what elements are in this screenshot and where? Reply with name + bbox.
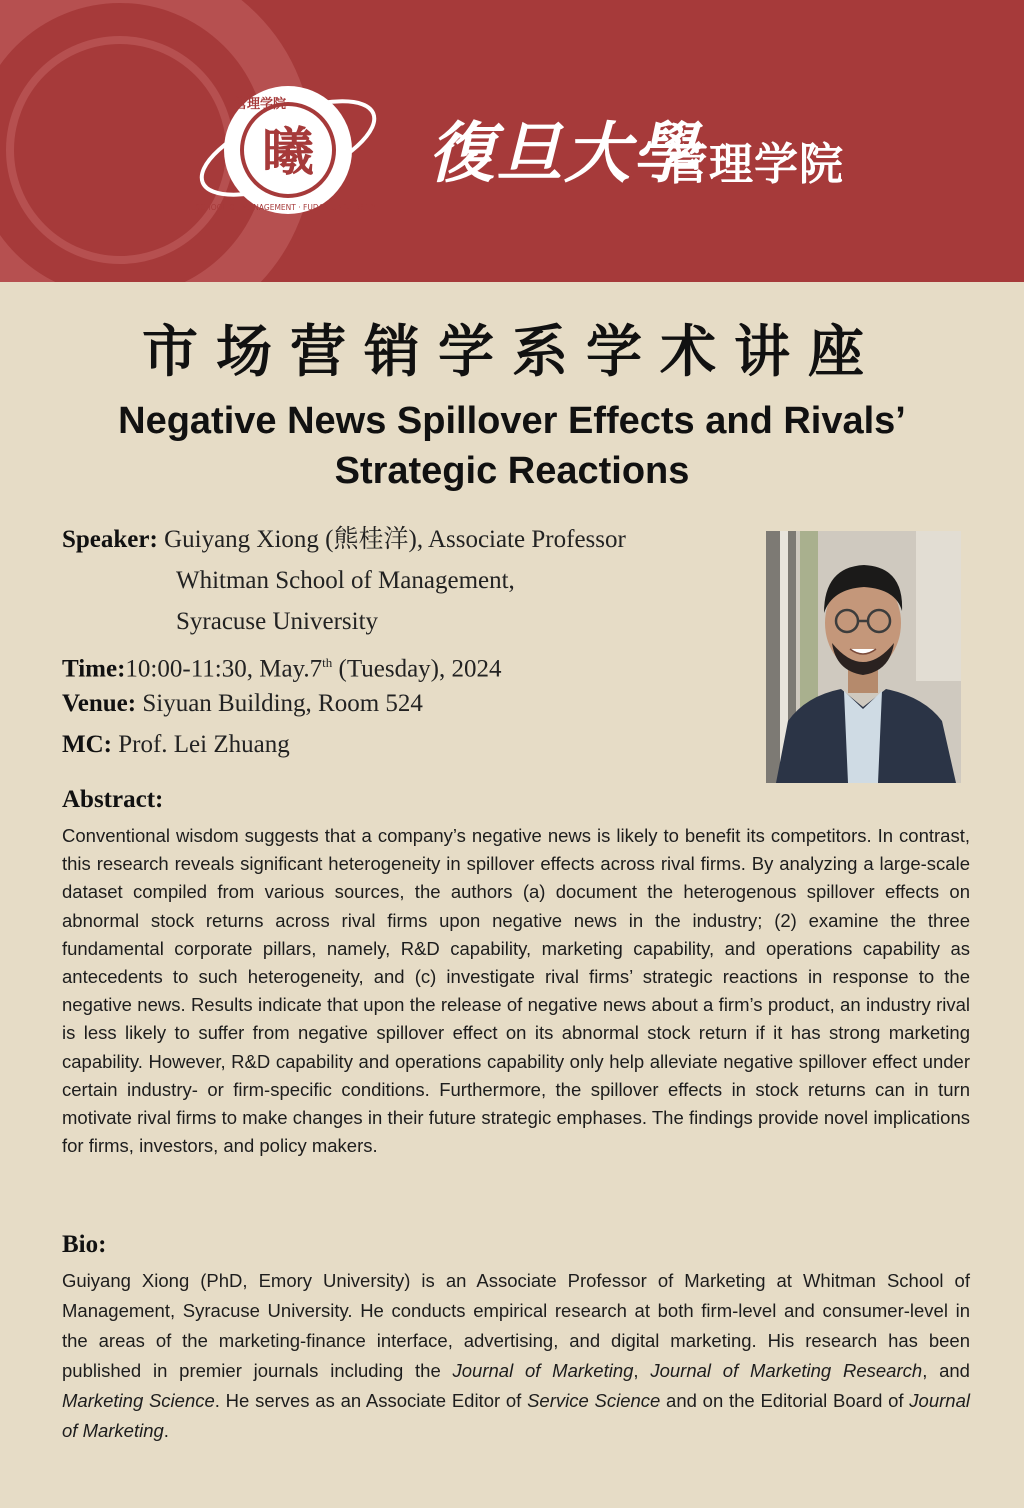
venue-row	[62, 686, 626, 727]
venue-label: Venue:	[62, 690, 137, 717]
journal-name: Service Science	[527, 1390, 661, 1411]
speaker-photo	[766, 531, 961, 783]
bio-text-part: , and	[922, 1360, 970, 1381]
seal-cn-text: 管理学院	[233, 97, 287, 112]
mc-label: MC:	[62, 731, 112, 758]
mc-value: Prof. Lei Zhuang	[118, 731, 290, 758]
bio-text-part: .	[163, 1420, 169, 1441]
event-info	[62, 522, 626, 768]
lecture-series-heading: 市场营销学系学术讲座	[142, 320, 882, 385]
speaker-affiliation-line: Whitman School of Management,	[176, 567, 515, 594]
time-label: Time:	[62, 655, 126, 683]
school-seal-logo	[190, 78, 385, 218]
speaker-university-line: Syracuse University	[176, 608, 379, 635]
bio-text-part: Guiyang Xiong (PhD, Emory University) is an Associate Professor of Marketing at Whitman School of Management, Syracuse University. He conducts empirical research at both firm-level and consumer-level in the areas of the marketing-finance interface, advertising, and digital marketing. His research has been published in premier journals including the	[62, 1270, 970, 1381]
mc-row	[62, 727, 626, 768]
journal-name: Journal of Marketing	[452, 1360, 634, 1381]
seal-en-text: SCHOOL OF MANAGEMENT · FUDAN UNIVERSITY ·	[195, 203, 381, 212]
bio-text-part: . He serves as an Associate Editor of	[214, 1390, 528, 1411]
time-date: 10:00-11:30, May.7	[125, 655, 323, 683]
abstract-text: Conventional wisdom suggests that a company’s negative news is likely to benefit its competitors. In contrast, this research reveals significant heterogeneity in spillover effects across rival firms. By analyzing a large-scale dataset compiled from various sources, the authors (a) document the heterogenous spillover effects on abnormal stock returns across rival firms upon negative news in the industry; (2) examine the three fundamental corporate pillars, namely, R&D capability, marketing capability, and operations capability as antecedents to such heterogeneity, and (c) investigate rival firms’ strategic reactions in response to the negative news. Results indicate that upon the release of negative news about a firm’s product, an industry rival is less likely to suffer from negative spillover effect on its abnormal stock return if it has strong marketing capability. However, R&D capability and operations capability only help alleviate negative spillover effect under certain industry- or firm-specific conditions. Furthermore, the spillover effects in stock returns can in turn motivate rival firms to make changes in their future strategic emphases. The findings provide novel implications for firms, investors, and policy makers.	[62, 825, 970, 1157]
header-banner	[0, 0, 1024, 282]
journal-name: Journal of Marketing	[62, 1390, 970, 1441]
seal-center-glyph: 曦	[261, 123, 315, 183]
journal-name: Journal of Marketing Research	[650, 1360, 923, 1381]
talk-title: Negative News Spillover Effects and Rivals’ Strategic Reactions	[118, 400, 906, 492]
abstract-heading: Abstract:	[62, 786, 164, 813]
bio-text-part: ,	[633, 1360, 651, 1381]
speaker-label: Speaker:	[62, 526, 158, 553]
bio-text-part: and on the Editorial Board of	[660, 1390, 910, 1411]
journal-name: Marketing Science	[62, 1390, 215, 1411]
time-date-suffix: th	[322, 655, 333, 670]
university-name: 復旦大學	[428, 114, 700, 192]
speaker-name: Guiyang Xiong (熊桂洋), Associate Professor	[164, 526, 626, 553]
time-rest: (Tuesday), 2024	[332, 655, 502, 683]
venue-value: Siyuan Building, Room 524	[142, 690, 423, 717]
bio-text	[62, 1266, 970, 1446]
bio-heading: Bio:	[62, 1231, 107, 1258]
time-row	[62, 645, 626, 686]
speaker-row	[62, 522, 626, 563]
school-name: 管理学院	[664, 139, 844, 190]
